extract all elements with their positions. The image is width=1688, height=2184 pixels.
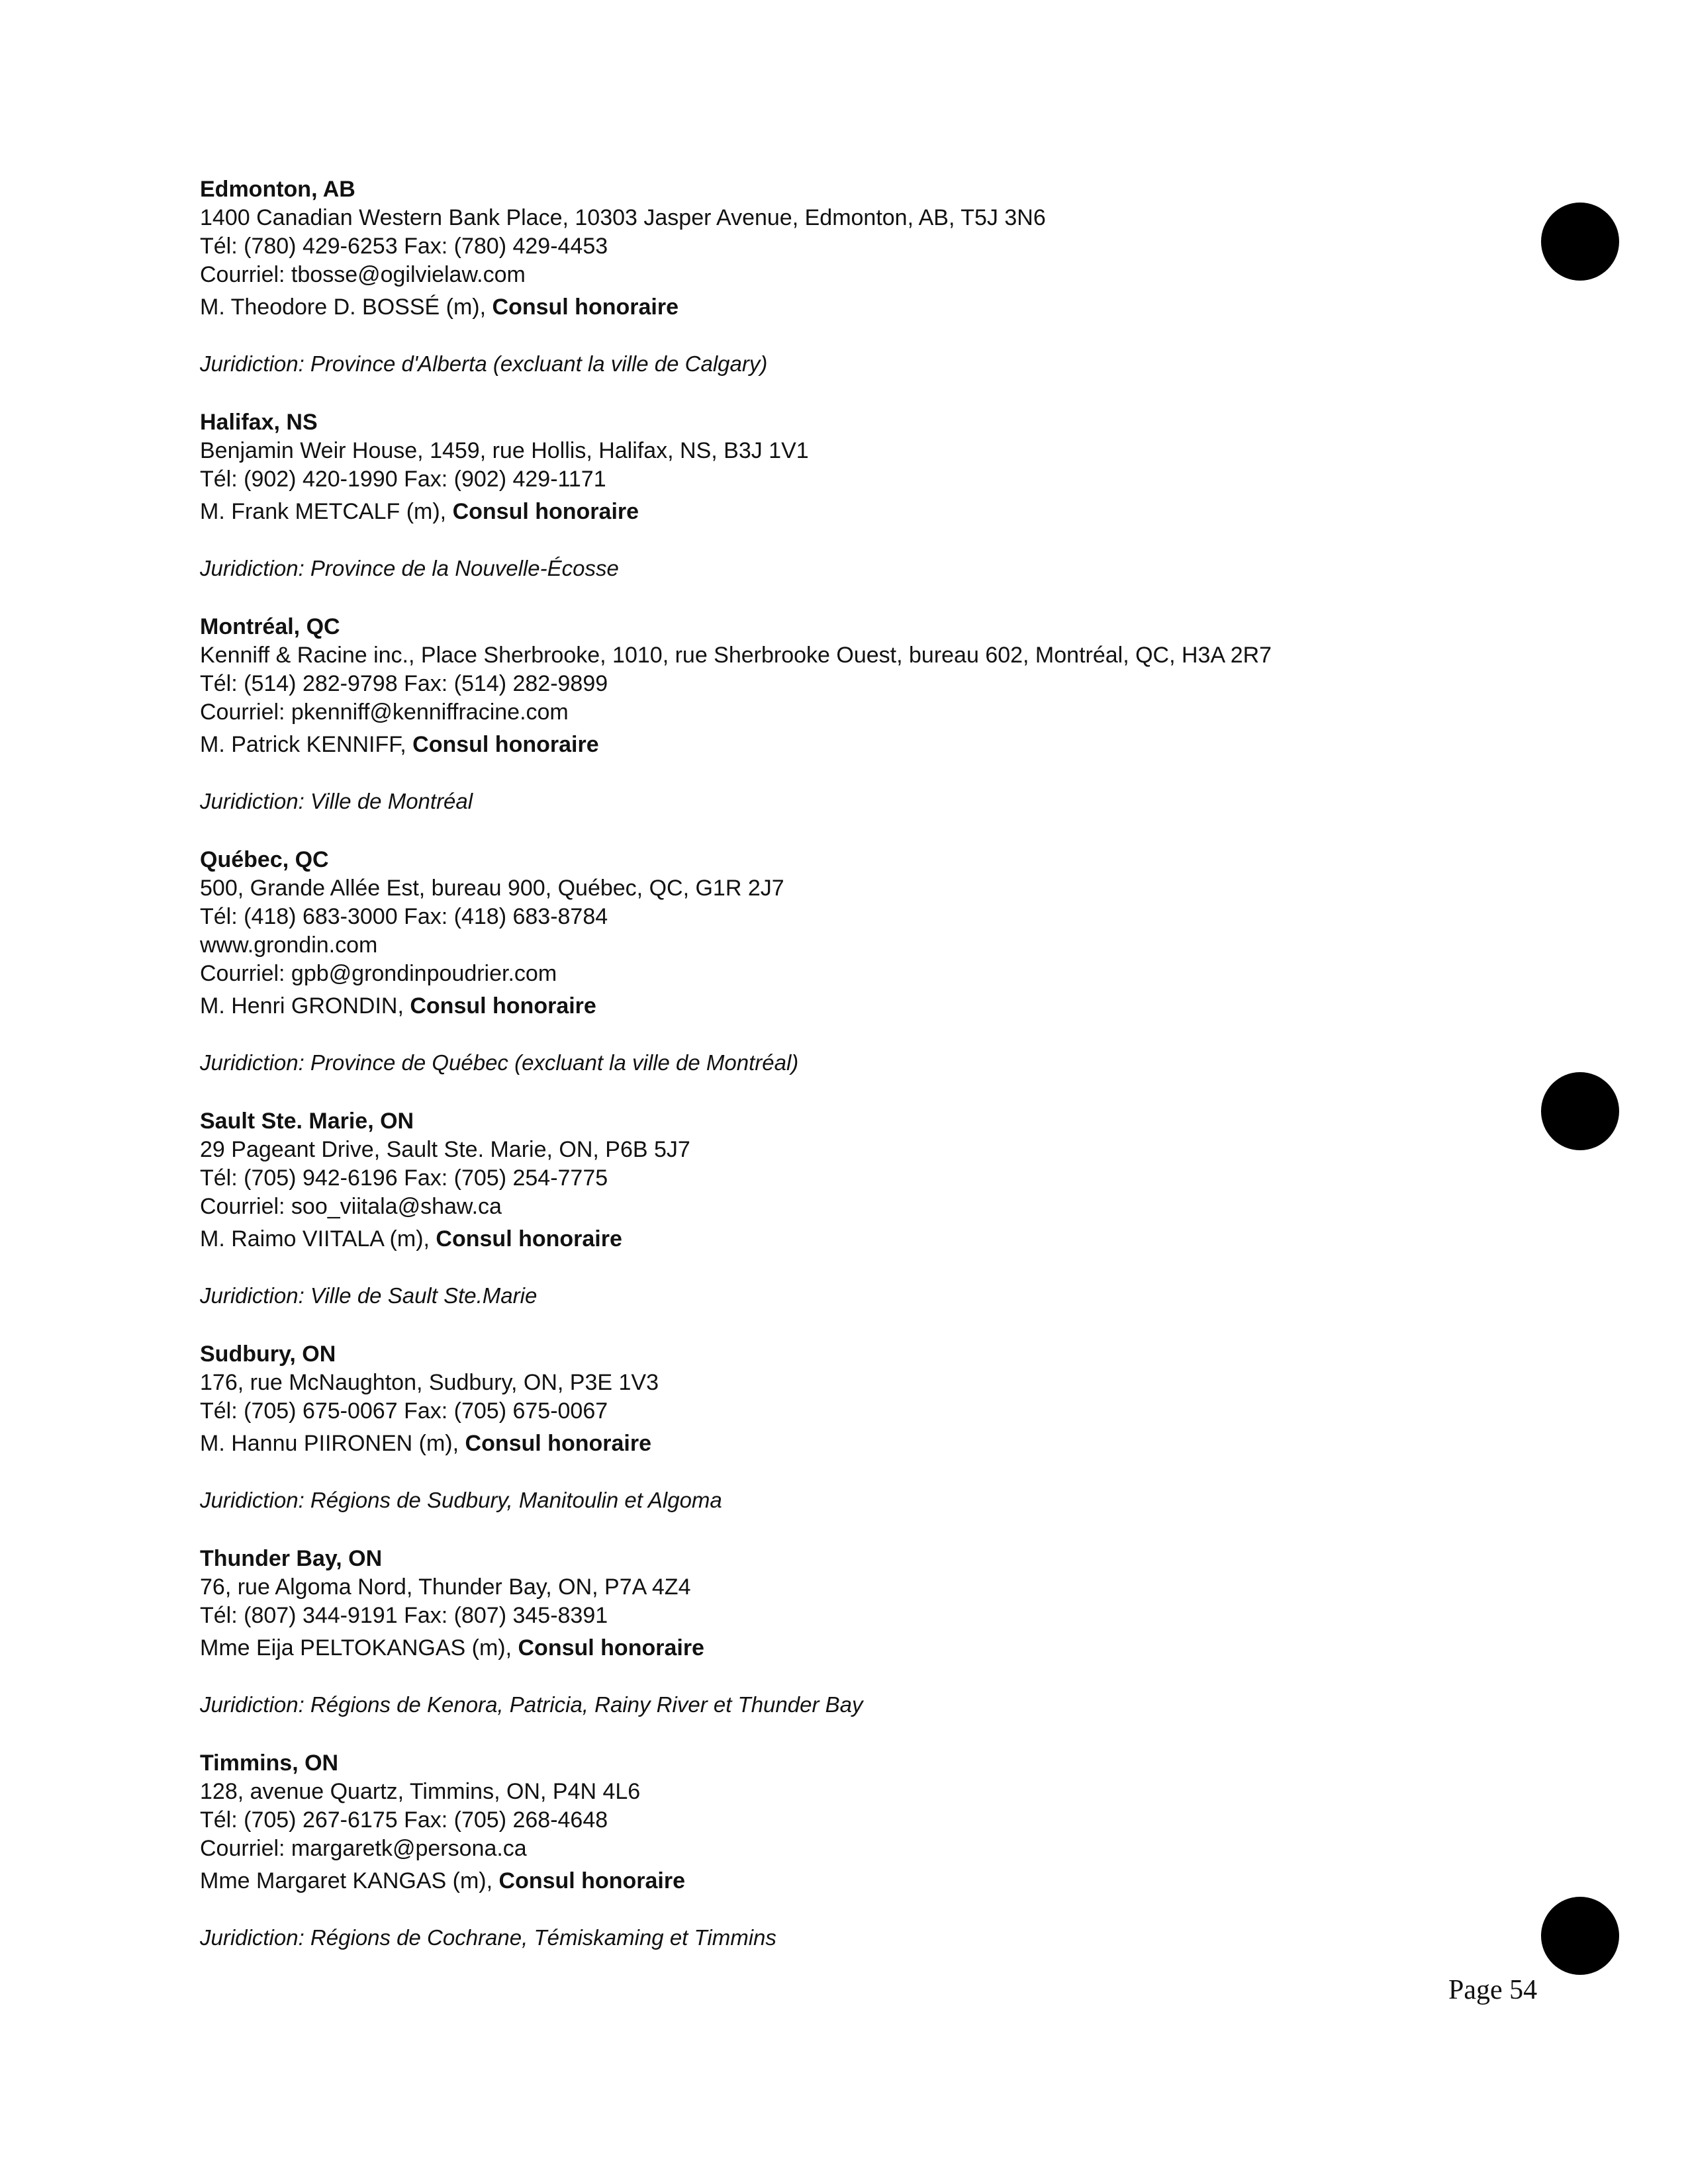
consulate-entry-edmonton — [200, 175, 1458, 379]
consul-role: Consul honoraire — [465, 1431, 651, 1456]
jurisdiction-line: Juridiction: Ville de Sault Ste.Marie — [200, 1283, 538, 1308]
consulate-entry-sault-ste-marie — [200, 1107, 1458, 1310]
consul-line — [200, 1634, 1458, 1662]
website-line: www.grondin.com — [200, 933, 378, 958]
city-heading: Thunder Bay, ON — [200, 1546, 383, 1571]
consul-role: Consul honoraire — [412, 732, 599, 757]
address-line: Benjamin Weir House, 1459, rue Hollis, Halifax, NS, B3J 1V1 — [200, 438, 809, 463]
consul-role: Consul honoraire — [518, 1635, 704, 1661]
phone-fax-line: Tél: (705) 267-6175 Fax: (705) 268-4648 — [200, 1807, 608, 1833]
consulate-entry-quebec — [200, 845, 1458, 1077]
city-heading: Sudbury, ON — [200, 1342, 336, 1367]
email-line: Courriel: gpb@grondinpoudrier.com — [200, 961, 557, 986]
city-heading: Timmins, ON — [200, 1751, 339, 1776]
consul-name: Mme Margaret KANGAS (m), — [200, 1868, 499, 1893]
city-heading: Edmonton, AB — [200, 177, 355, 202]
consul-role: Consul honoraire — [452, 499, 639, 524]
consul-line — [200, 1430, 1458, 1458]
consulate-entry-halifax — [200, 408, 1458, 583]
consul-name: M. Theodore D. BOSSÉ (m), — [200, 295, 492, 320]
city-heading: Sault Ste. Marie, ON — [200, 1109, 414, 1134]
phone-fax-line: Tél: (705) 942-6196 Fax: (705) 254-7775 — [200, 1165, 608, 1191]
consul-line — [200, 992, 1458, 1021]
consulate-entry-sudbury — [200, 1340, 1458, 1515]
phone-fax-line: Tél: (418) 683-3000 Fax: (418) 683-8784 — [200, 904, 608, 929]
consul-role: Consul honoraire — [492, 295, 679, 320]
consul-role: Consul honoraire — [498, 1868, 685, 1893]
phone-fax-line: Tél: (780) 429-6253 Fax: (780) 429-4453 — [200, 234, 608, 259]
address-line: 176, rue McNaughton, Sudbury, ON, P3E 1V3 — [200, 1370, 659, 1395]
punch-hole-top — [1541, 203, 1619, 281]
phone-fax-line: Tél: (902) 420-1990 Fax: (902) 429-1171 — [200, 467, 606, 492]
consul-line — [200, 1867, 1458, 1895]
consulate-list — [200, 175, 1458, 1981]
consulate-entry-thunder-bay — [200, 1544, 1458, 1719]
jurisdiction-line: Juridiction: Province d'Alberta (excluant la ville de Calgary) — [200, 351, 768, 376]
phone-fax-line: Tél: (514) 282-9798 Fax: (514) 282-9899 — [200, 671, 608, 696]
address-line: 1400 Canadian Western Bank Place, 10303 Jasper Avenue, Edmonton, AB, T5J 3N6 — [200, 205, 1046, 230]
consulate-entry-timmins — [200, 1749, 1458, 1952]
consul-name: M. Patrick KENNIFF, — [200, 732, 413, 757]
address-line: 76, rue Algoma Nord, Thunder Bay, ON, P7A 4Z4 — [200, 1574, 691, 1600]
page-number: Page 54 — [1448, 1975, 1538, 2005]
address-line: 128, avenue Quartz, Timmins, ON, P4N 4L6 — [200, 1779, 641, 1804]
consul-name: M. Henri GRONDIN, — [200, 993, 410, 1019]
jurisdiction-line: Juridiction: Ville de Montréal — [200, 789, 473, 813]
city-heading: Québec, QC — [200, 847, 329, 872]
consul-name: Mme Eija PELTOKANGAS (m), — [200, 1635, 518, 1661]
consul-role: Consul honoraire — [410, 993, 596, 1019]
jurisdiction-line: Juridiction: Régions de Kenora, Patricia, Rainy River et Thunder Bay — [200, 1692, 863, 1717]
email-line: Courriel: pkenniff@kenniffracine.com — [200, 700, 569, 725]
phone-fax-line: Tél: (705) 675-0067 Fax: (705) 675-0067 — [200, 1398, 608, 1424]
consul-name: M. Frank METCALF (m), — [200, 499, 453, 524]
consul-name: M. Raimo VIITALA (m), — [200, 1226, 436, 1251]
consul-line — [200, 731, 1458, 759]
jurisdiction-line: Juridiction: Régions de Cochrane, Témiskaming et Timmins — [200, 1925, 776, 1950]
consul-line — [200, 293, 1458, 322]
consul-line — [200, 1225, 1458, 1253]
email-line: Courriel: soo_viitala@shaw.ca — [200, 1194, 502, 1219]
city-heading: Montréal, QC — [200, 614, 340, 639]
address-line: 500, Grande Allée Est, bureau 900, Québec, QC, G1R 2J7 — [200, 876, 784, 901]
consul-line — [200, 498, 1458, 526]
address-line: 29 Pageant Drive, Sault Ste. Marie, ON, P6B 5J7 — [200, 1137, 690, 1162]
email-line: Courriel: margaretk@persona.ca — [200, 1836, 527, 1861]
jurisdiction-line: Juridiction: Régions de Sudbury, Manitoulin et Algoma — [200, 1488, 722, 1512]
email-line: Courriel: tbosse@ogilvielaw.com — [200, 262, 526, 287]
consul-role: Consul honoraire — [436, 1226, 622, 1251]
punch-hole-middle — [1541, 1072, 1619, 1150]
consulate-entry-montreal — [200, 612, 1458, 816]
jurisdiction-line: Juridiction: Province de Québec (excluant la ville de Montréal) — [200, 1050, 799, 1075]
jurisdiction-line: Juridiction: Province de la Nouvelle-Écosse — [200, 556, 619, 580]
consul-name: M. Hannu PIIRONEN (m), — [200, 1431, 465, 1456]
city-heading: Halifax, NS — [200, 410, 318, 435]
address-line: Kenniff & Racine inc., Place Sherbrooke, 1010, rue Sherbrooke Ouest, bureau 602, Montréal, QC, H3A 2R7 — [200, 643, 1272, 668]
punch-hole-bottom — [1541, 1897, 1619, 1975]
phone-fax-line: Tél: (807) 344-9191 Fax: (807) 345-8391 — [200, 1603, 608, 1628]
